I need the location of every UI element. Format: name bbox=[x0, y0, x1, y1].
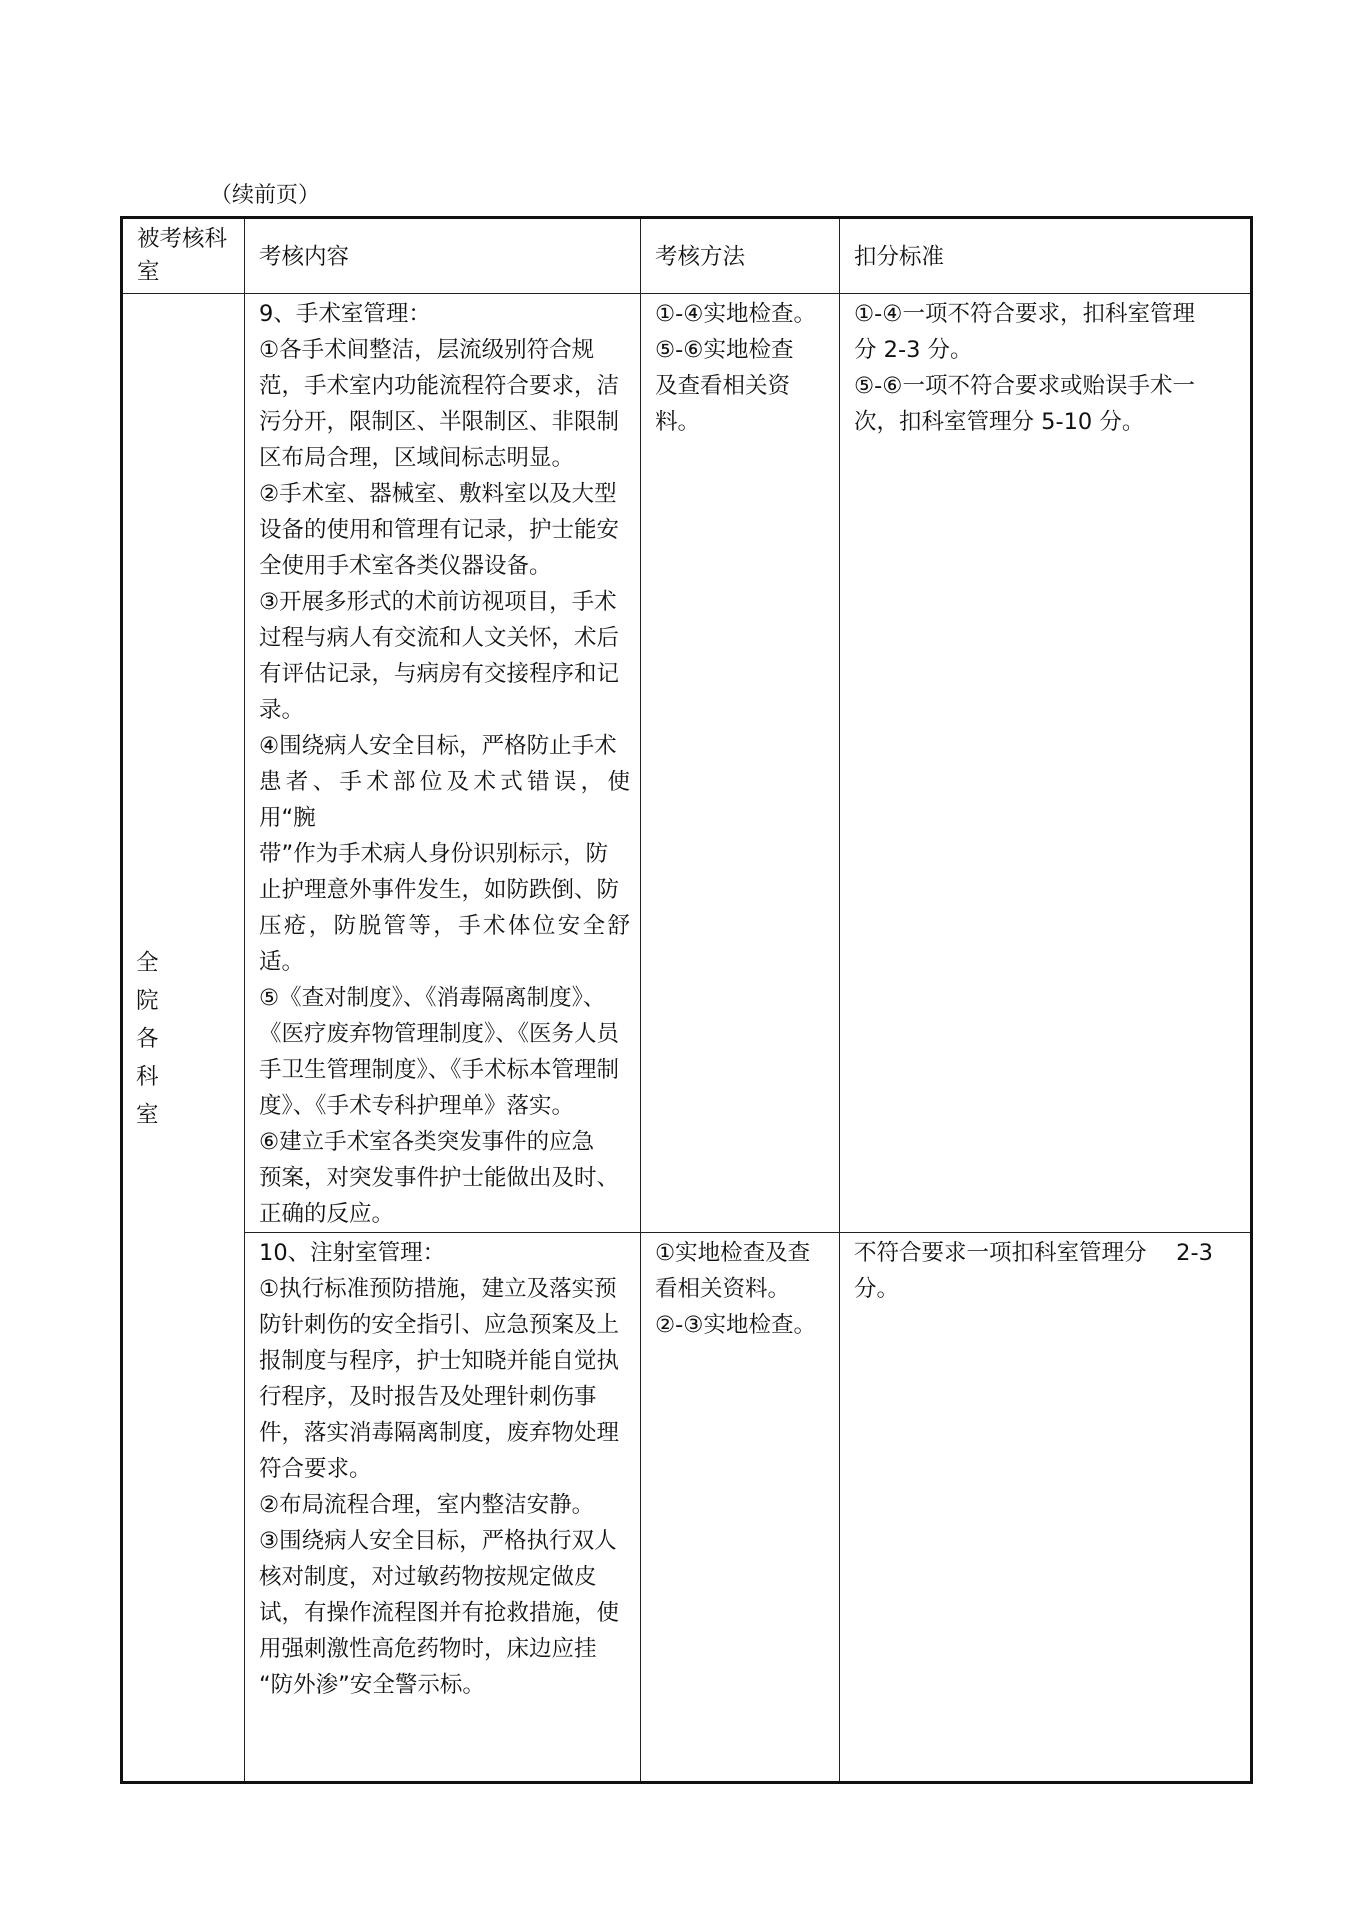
cell-text-line: ②手术室、器械室、敷料室以及大型 bbox=[259, 481, 617, 507]
cell-text-line: 全使用手术室各类仪器设备。 bbox=[259, 553, 552, 579]
cell-text-line: 《医疗废弃物管理制度》、《医务人员 bbox=[259, 1021, 620, 1047]
cell-text-line: 9、手术室管理： bbox=[259, 301, 431, 327]
cell-text-line: ①实地检查及查 bbox=[655, 1240, 811, 1266]
deduction-cell bbox=[840, 1233, 1252, 1783]
cell-text-line: 分。 bbox=[854, 1276, 900, 1302]
cell-text-line: ①-④实地检查。 bbox=[655, 301, 816, 327]
cell-text-line: 患者、手术部位及术式错误，使用“腕 bbox=[259, 769, 630, 831]
continued-from-previous-page-label: （续前页） bbox=[210, 183, 321, 208]
cell-text-line: “防外渗”安全警示标。 bbox=[259, 1672, 485, 1698]
table-row bbox=[122, 294, 1252, 1233]
cell-text-line: ④围绕病人安全目标，严格防止手术 bbox=[259, 733, 617, 759]
deduction-cell bbox=[840, 294, 1252, 1233]
header-method: 考核方法 bbox=[641, 218, 840, 294]
cell-text-line: 件，落实消毒隔离制度，废弃物处理 bbox=[259, 1420, 620, 1446]
method-cell bbox=[641, 294, 840, 1233]
cell-text-line: 符合要求。 bbox=[259, 1456, 372, 1482]
cell-text-line: 手卫生管理制度》、《手术标本管理制 bbox=[259, 1057, 620, 1083]
cell-text-line: ⑥建立手术室各类突发事件的应急 bbox=[259, 1129, 595, 1155]
cell-text-line: 报制度与程序，护士知晓并能自觉执 bbox=[259, 1348, 620, 1374]
cell-text-line: 区布局合理，区域间标志明显。 bbox=[259, 445, 575, 471]
table-row bbox=[122, 1233, 1252, 1783]
cell-text-line: 料。 bbox=[655, 409, 701, 435]
header-department: 被考核科室 bbox=[122, 218, 245, 294]
content-cell bbox=[245, 1233, 641, 1783]
department-label: 全院各科室 bbox=[136, 949, 159, 1128]
assessment-table bbox=[120, 216, 1253, 1784]
cell-text-line: 用强刺激性高危药物时，床边应挂 bbox=[259, 1636, 597, 1662]
cell-text-line: ②布局流程合理，室内整洁安静。 bbox=[259, 1492, 595, 1518]
cell-text-line: 核对制度，对过敏药物按规定做皮 bbox=[259, 1564, 597, 1590]
cell-text-line: ③开展多形式的术前访视项目，手术 bbox=[259, 589, 617, 615]
cell-text-line: 有评估记录，与病房有交接程序和记 bbox=[259, 661, 620, 687]
cell-text-line: 防针刺伤的安全指引、应急预案及上 bbox=[259, 1312, 620, 1338]
cell-text-line: 看相关资料。 bbox=[655, 1276, 791, 1302]
header-deduction: 扣分标准 bbox=[840, 218, 1252, 294]
cell-text-line: ⑤-⑥一项不符合要求或贻误手术一 bbox=[854, 373, 1195, 399]
cell-text-line: 预案，对突发事件护士能做出及时、 bbox=[259, 1165, 620, 1191]
department-cell bbox=[122, 294, 245, 1783]
cell-text-line: 行程序，及时报告及处理针刺伤事 bbox=[259, 1384, 597, 1410]
cell-text-line: 正确的反应。 bbox=[259, 1201, 395, 1227]
cell-text-line: 范，手术室内功能流程符合要求，洁 bbox=[259, 373, 620, 399]
cell-text-line: ⑤《查对制度》、《消毒隔离制度》、 bbox=[259, 985, 606, 1011]
cell-text-line: 10、注射室管理： bbox=[259, 1240, 446, 1266]
cell-text-line: ①执行标准预防措施，建立及落实预 bbox=[259, 1276, 617, 1302]
cell-text-line: ②-③实地检查。 bbox=[655, 1312, 816, 1338]
cell-text-line: ①-④一项不符合要求，扣科室管理 bbox=[854, 301, 1195, 327]
cell-text-line: 污分开，限制区、半限制区、非限制 bbox=[259, 409, 620, 435]
cell-text-line: 不符合要求一项扣科室管理分 2-3 bbox=[854, 1240, 1213, 1266]
cell-text-line: ①各手术间整洁，层流级别符合规 bbox=[259, 337, 595, 363]
cell-text-line: 次，扣科室管理分 5-10 分。 bbox=[854, 409, 1145, 435]
cell-text-line: 试，有操作流程图并有抢救措施，使 bbox=[259, 1600, 620, 1626]
method-cell bbox=[641, 1233, 840, 1783]
header-content: 考核内容 bbox=[245, 218, 641, 294]
cell-text-line: 带”作为手术病人身份识别标示，防 bbox=[259, 841, 609, 867]
content-cell bbox=[245, 294, 641, 1233]
cell-text-line: 过程与病人有交流和人文关怀，术后 bbox=[259, 625, 620, 651]
cell-text-line: 止护理意外事件发生，如防跌倒、防 bbox=[259, 877, 620, 903]
table-header-row bbox=[122, 218, 1252, 294]
cell-text-line: ③围绕病人安全目标，严格执行双人 bbox=[259, 1528, 617, 1554]
cell-text-line: 分 2-3 分。 bbox=[854, 337, 973, 363]
cell-text-line: ⑤-⑥实地检查 bbox=[655, 337, 794, 363]
cell-text-line: 度》、《手术专科护理单》落实。 bbox=[259, 1093, 575, 1119]
cell-text-line: 设备的使用和管理有记录，护士能安 bbox=[259, 517, 620, 543]
cell-text-line: 及查看相关资 bbox=[655, 373, 791, 399]
cell-text-line: 录。 bbox=[259, 697, 305, 723]
cell-text-line: 压疮，防脱管等，手术体位安全舒适。 bbox=[259, 913, 630, 975]
